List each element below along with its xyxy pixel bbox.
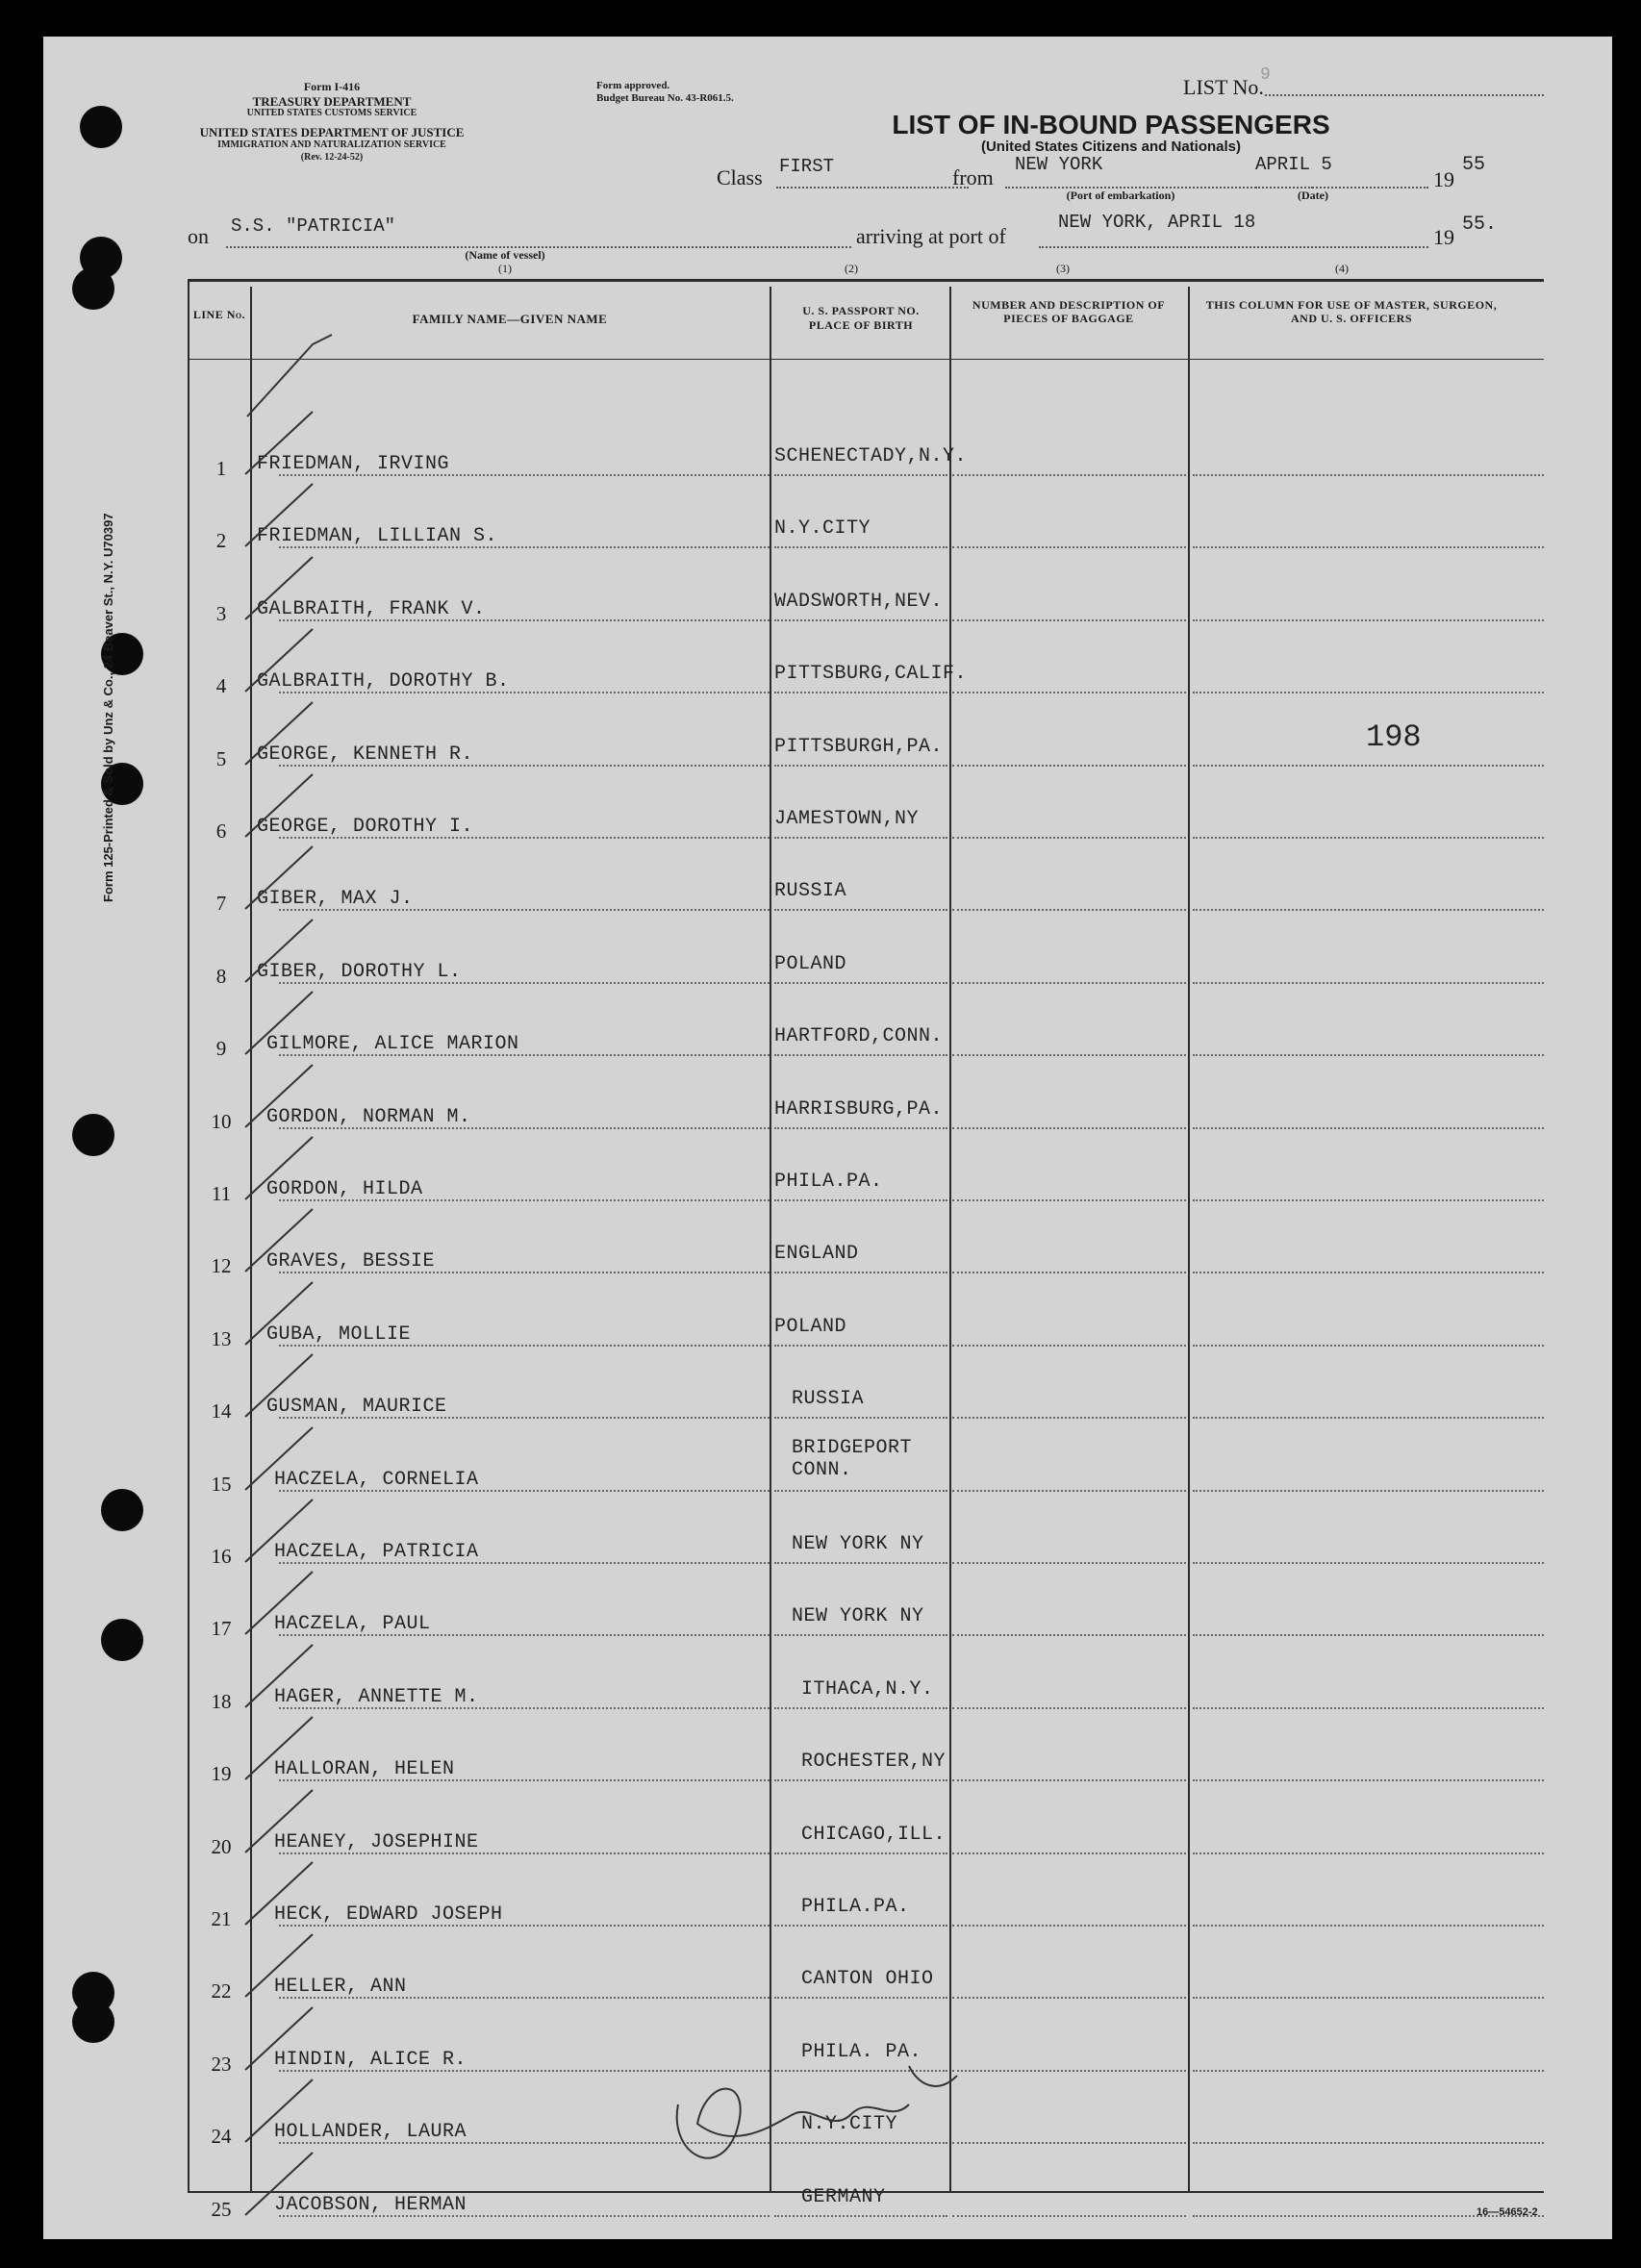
passenger-name: HACZELA, PATRICIA — [274, 1541, 479, 1563]
line-number: 22 — [211, 1979, 232, 2003]
date-caption: (Date) — [1298, 189, 1328, 202]
passenger-name: GIBER, DOROTHY L. — [257, 960, 462, 983]
justice-label: UNITED STATES DEPARTMENT OF JUSTICE — [199, 125, 465, 139]
passenger-name: HACZELA, PAUL — [274, 1613, 431, 1636]
place-of-birth: CANTON OHIO — [801, 1968, 934, 1991]
line-number: 11 — [211, 1182, 232, 1205]
passenger-name: GUSMAN, MAURICE — [266, 1396, 447, 1419]
col-header-officers: THIS COLUMN FOR USE OF MASTER, SURGEON, AND U. S. OFFICERS — [1205, 298, 1498, 325]
page-title: LIST OF IN-BOUND PASSENGERS — [892, 110, 1330, 139]
line-number: 2 — [215, 529, 227, 553]
vessel-caption: (Name of vessel) — [465, 248, 545, 262]
passenger-name: GORDON, HILDA — [266, 1178, 423, 1200]
printer-imprint: Form 125-Printed & Sold by Unz & Co., 24 Beaver St., N.Y. U70397 — [101, 513, 115, 902]
passenger-name: JACOBSON, HERMAN — [274, 2193, 467, 2216]
on-label: on — [188, 224, 209, 248]
line-number: 16 — [211, 1545, 232, 1568]
handwritten-marks — [43, 37, 1612, 2239]
place-of-birth: GERMANY — [801, 2185, 886, 2208]
footer-code: 16—54652-2 — [1477, 2206, 1538, 2218]
arrival-year: 55. — [1462, 214, 1498, 236]
revision-label: (Rev. 12-24-52) — [300, 152, 364, 163]
place-of-birth: JAMESTOWN,NY — [774, 808, 920, 830]
place-of-birth: PITTSBURGH,PA. — [774, 735, 944, 758]
passenger-name: GUBA, MOLLIE — [266, 1323, 412, 1346]
line-number: 3 — [215, 601, 227, 625]
place-of-birth: RUSSIA — [774, 880, 847, 903]
line-number: 14 — [211, 1399, 232, 1424]
caption-2: (2) — [845, 262, 858, 275]
col-header-passport: U. S. PASSPORT NO. PLACE OF BIRTH — [802, 304, 920, 332]
caption-4: (4) — [1335, 262, 1349, 275]
arriving-label: arriving at port of — [856, 224, 1006, 248]
passenger-name: GALBRAITH, FRANK V. — [257, 597, 486, 620]
place-of-birth: CHICAGO,ILL. — [801, 1823, 947, 1846]
customs-label: UNITED STATES CUSTOMS SERVICE — [246, 108, 417, 118]
place-of-birth: PHILA.PA. — [774, 1171, 883, 1193]
from-date: APRIL 5 — [1255, 154, 1332, 175]
col-header-name: FAMILY NAME—GIVEN NAME — [412, 312, 608, 326]
passenger-name: HELLER, ANN — [274, 1976, 407, 1999]
line-number: 17 — [211, 1617, 232, 1641]
form-sheet — [43, 37, 1612, 2239]
place-of-birth: HARRISBURG,PA. — [774, 1097, 944, 1121]
line-number: 24 — [211, 2125, 232, 2149]
passenger-name: GEORGE, KENNETH R. — [257, 743, 474, 766]
place-of-birth: POLAND — [774, 952, 847, 975]
line-number: 20 — [211, 1834, 232, 1858]
from-label: from — [952, 165, 994, 189]
line-number: 10 — [211, 1109, 232, 1133]
passenger-name: HALLORAN, HELEN — [274, 1758, 455, 1781]
place-of-birth: ENGLAND — [774, 1243, 859, 1266]
place-of-birth: NEW YORK NY — [792, 1533, 924, 1555]
passenger-name: HACZELA, CORNELIA — [274, 1468, 479, 1491]
line-number: 7 — [215, 892, 227, 916]
list-no-value: 9 — [1260, 65, 1271, 85]
passenger-name: HECK, EDWARD JOSEPH — [274, 1903, 503, 1926]
form-approved: Form approved. — [596, 80, 670, 91]
officer-note: 198 — [1366, 719, 1422, 755]
passenger-name: HINDIN, ALICE R. — [274, 2048, 467, 2071]
line-number: 15 — [211, 1472, 232, 1496]
place-of-birth: RUSSIA — [792, 1388, 865, 1411]
place-of-birth: POLAND — [774, 1315, 847, 1338]
passenger-name: GORDON, NORMAN M. — [266, 1105, 471, 1128]
place-of-birth: WADSWORTH,NEV. — [774, 590, 944, 613]
passenger-name: HOLLANDER, LAURA — [274, 2121, 467, 2144]
port-embark-caption: (Port of embarkation) — [1066, 189, 1175, 202]
caption-3: (3) — [1056, 262, 1070, 275]
line-number: 19 — [211, 1762, 232, 1786]
place-of-birth: ITHACA,N.Y. — [801, 1677, 934, 1701]
place-of-birth: ROCHESTER,NY — [801, 1751, 947, 1774]
passenger-name: GILMORE, ALICE MARION — [266, 1033, 519, 1056]
col-header-line-no: LINE No. — [192, 308, 246, 321]
place-of-birth: PITTSBURG,CALIF. — [774, 663, 968, 686]
from-value: NEW YORK — [1015, 154, 1103, 175]
passenger-name: GRAVES, BESSIE — [266, 1250, 436, 1273]
passenger-name: HEANEY, JOSEPHINE — [274, 1830, 479, 1853]
passenger-name: HAGER, ANNETTE M. — [274, 1685, 479, 1708]
from-year-prefix: 19 — [1433, 167, 1454, 191]
arrival-value: NEW YORK, APRIL 18 — [1058, 212, 1256, 233]
line-number: 13 — [211, 1326, 232, 1350]
ins-label: IMMIGRATION AND NATURALIZATION SERVICE — [217, 139, 446, 150]
passenger-name: FRIEDMAN, IRVING — [257, 453, 450, 475]
from-year: 55 — [1462, 154, 1486, 176]
line-number: 6 — [215, 819, 227, 843]
passenger-name: GEORGE, DOROTHY I. — [257, 816, 474, 838]
caption-1: (1) — [498, 262, 512, 275]
form-id: Form I-416 — [303, 80, 361, 93]
line-number: 8 — [215, 964, 227, 988]
line-number: 5 — [215, 746, 227, 770]
passenger-name: FRIEDMAN, LILLIAN S. — [257, 525, 498, 548]
place-of-birth: HARTFORD,CONN. — [774, 1025, 944, 1048]
place-of-birth: N.Y.CITY — [774, 517, 871, 541]
passenger-name: GIBER, MAX J. — [257, 888, 414, 911]
line-number: 25 — [211, 2197, 232, 2221]
vessel-value: S.S. "PATRICIA" — [231, 215, 396, 237]
class-value: FIRST — [779, 156, 835, 177]
place-of-birth: PHILA.PA. — [801, 1896, 910, 1918]
line-number: 9 — [215, 1037, 227, 1061]
line-number: 18 — [211, 1689, 232, 1713]
line-number: 12 — [211, 1254, 232, 1278]
line-number: 23 — [211, 2052, 232, 2076]
place-of-birth: N.Y.CITY — [801, 2113, 898, 2136]
page-subtitle: (United States Citizens and Nationals) — [980, 139, 1242, 155]
list-no-label: LIST No. — [1183, 75, 1264, 99]
line-number: 4 — [215, 674, 227, 698]
place-of-birth: SCHENECTADY,N.Y. — [774, 445, 968, 467]
line-number: 21 — [211, 1907, 232, 1930]
signature-scribble — [677, 2089, 909, 2158]
class-label: Class — [717, 165, 763, 189]
place-of-birth: BRIDGEPORT CONN. — [792, 1436, 913, 1481]
treasury-label: TREASURY DEPARTMENT — [252, 94, 412, 109]
place-of-birth: NEW YORK NY — [792, 1605, 924, 1628]
arrival-year-prefix: 19 — [1433, 225, 1454, 249]
line-number: 1 — [215, 457, 227, 480]
col-header-baggage: NUMBER AND DESCRIPTION OF PIECES OF BAGGAGE — [972, 298, 1166, 325]
place-of-birth: PHILA. PA. — [801, 2040, 922, 2063]
passenger-name: GALBRAITH, DOROTHY B. — [257, 670, 510, 693]
budget-bureau: Budget Bureau No. 43-R061.5. — [596, 92, 734, 104]
